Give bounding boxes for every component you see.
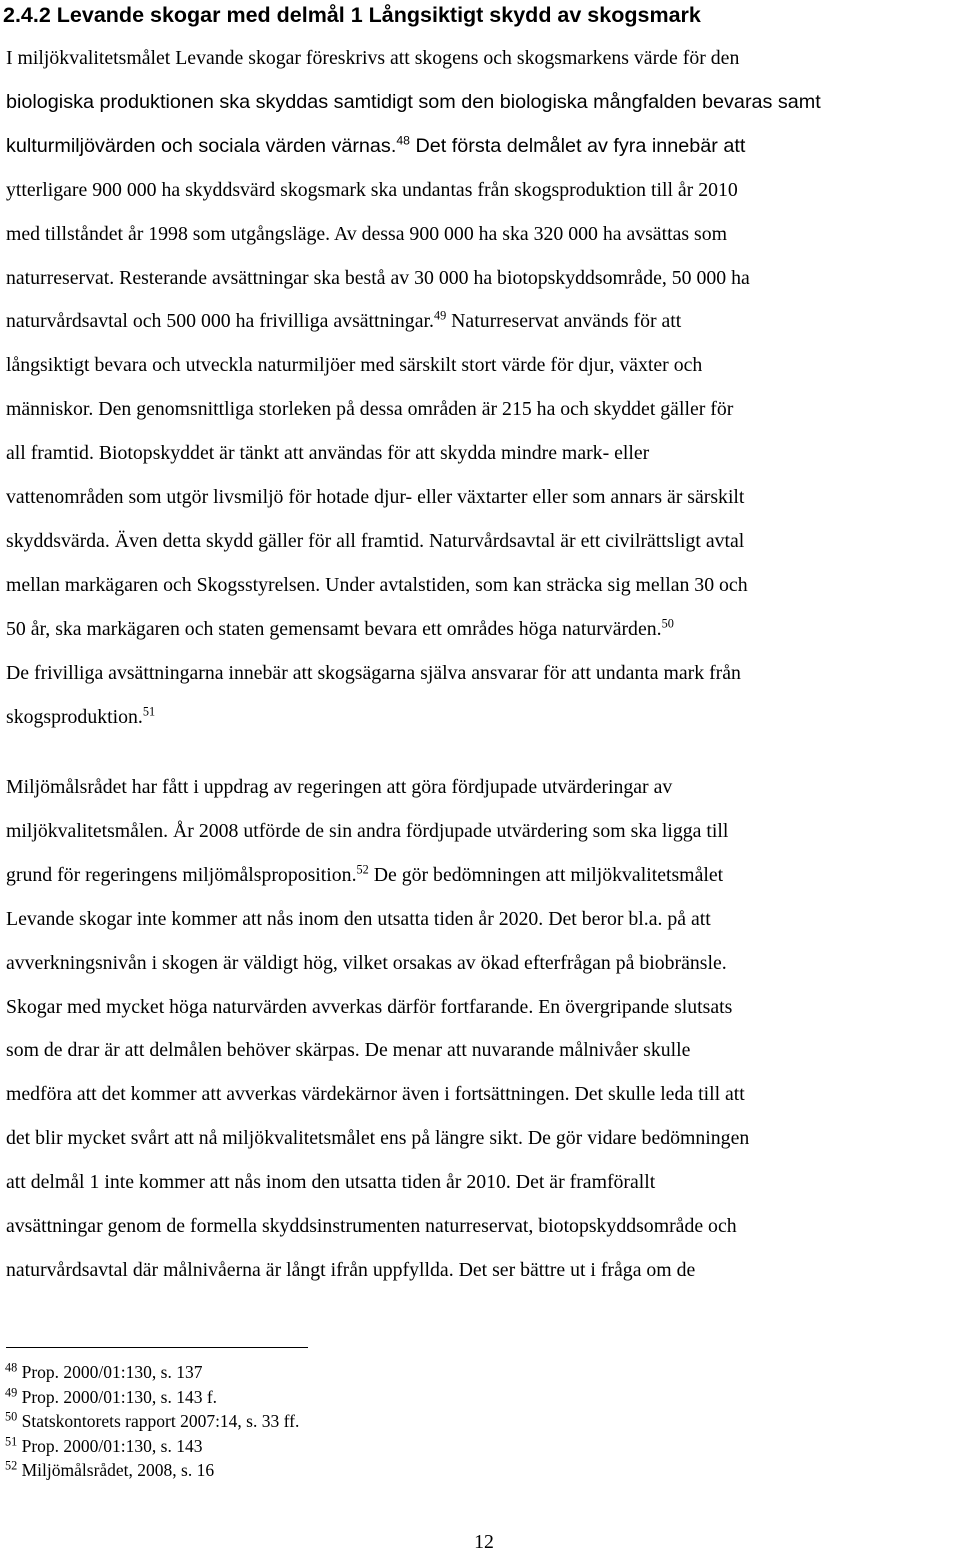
footnote-ref-51[interactable]: 51 (142, 703, 156, 718)
footnote-separator (6, 1347, 308, 1348)
text-line: vattenområden som utgör livsmiljö för hotade djur- eller växtarter eller som annars är särskilt (6, 486, 745, 509)
text-line: naturvårdsavtal där målnivåerna är långt ifrån uppfyllda. Det ser bättre ut i fråga om de (6, 1258, 696, 1281)
text-line: naturreservat. Resterande avsättningar ska bestå av 30 000 ha biotopskyddsområde, 50 000 ha (6, 266, 750, 289)
text-line: avsättningar genom de formella skyddsinstrumenten naturreservat, biotopskyddsområde och (6, 1215, 737, 1238)
text-line: naturvårdsavtal och 500 000 ha frivilliga avsättningar.$^{49}$ Naturreservat används för att (6, 308, 682, 333)
text-line: medföra att det kommer att avverkas värdekärnor även i fortsättningen. Det skulle leda till att (6, 1083, 745, 1106)
section-heading: 2.4.2 Levande skogar med delmål 1 Långsiktigt skydd av skogsmark (3, 3, 701, 27)
text-line: skogsproduktion.$^{51}$ (6, 703, 156, 728)
text-line: biologiska produktionen ska skyddas samtidigt som den biologiska mångfalden bevaras samt (6, 90, 821, 113)
footnote-ref-49[interactable]: 49 (433, 308, 447, 323)
text-line: Levande skogar inte kommer att nås inom den utsatta tiden år 2020. Det beror bl.a. på att (6, 907, 711, 930)
footnote-49: $^{49}$ Prop. 2000/01:130, s. 143 f. (5, 1384, 218, 1407)
text-line: långsiktigt bevara och utveckla naturmiljöer med särskilt stort värde för djur, växter och (6, 354, 703, 377)
footnote-48: $^{48}$ Prop. 2000/01:130, s. 137 (5, 1360, 203, 1382)
text-line: människor. Den genomsnittliga storleken på dessa områden är 215 ha och skyddet gäller för (6, 398, 734, 421)
text-line: avverkningsnivån i skogen är väldigt hög, vilket orsakas av ökad efterfrågan på biobränsle. (6, 951, 727, 974)
text-line: Miljömålsrådet har fått i uppdrag av regeringen att göra fördjupade utvärderingar av (6, 776, 673, 798)
text-line: skyddsvärda. Även detta skydd gäller för all framtid. Naturvårdsavtal är ett civilrättsligt avtal (6, 529, 745, 552)
page-number: 12 (474, 1531, 494, 1553)
paragraph-delmal-1 (6, 37, 958, 740)
text-line: all framtid. Biotopskyddet är tänkt att användas för att skydda mindre mark- eller (6, 442, 650, 465)
footnote-ref-48[interactable]: 48 (396, 133, 410, 148)
text-line: I miljökvalitetsmålet Levande skogar föreskrivs att skogens och skogsmarkens värde för den (6, 47, 740, 69)
text-line: mellan markägaren och Skogsstyrelsen. Under avtalstiden, som kan sträcka sig mellan 30 och (6, 573, 748, 596)
text-line: som de drar är att delmålen behöver skärpas. De menar att nuvarande målnivåer skulle (6, 1039, 691, 1062)
footnote-ref-52[interactable]: 52 (356, 862, 369, 877)
footnote-list (5, 1360, 605, 1483)
paragraph-miljomalsradet (6, 766, 958, 1293)
text-line: kulturmiljövärden och sociala värden värnas.$^{48}$ Det första delmålet av fyra innebär att (6, 133, 746, 157)
text-line: miljökvalitetsmålen. År 2008 utförde de sin andra fördjupade utvärdering som ska ligga till (6, 819, 729, 842)
text-line: ytterligare 900 000 ha skyddsvärd skogsmark ska undantas från skogsproduktion till år 2010 (6, 178, 738, 201)
text-line: med tillståndet år 1998 som utgångsläge. Av dessa 900 000 ha ska 320 000 ha avsättas som (6, 222, 727, 245)
text-line: Skogar med mycket höga naturvärden avverkas därför fortfarande. En övergripande slutsats (6, 995, 733, 1018)
footnote-51: $^{51}$ Prop. 2000/01:130, s. 143 (5, 1433, 203, 1456)
footnote-52: $^{52}$ Miljömålsrådet, 2008, s. 16 (5, 1458, 215, 1480)
text-line: grund för regeringens miljömålsproposition.$^{52}$ De gör bedömningen att miljökvalitetsmålet (6, 862, 724, 886)
text-line: 50 år, ska markägaren och staten gemensamt bevara ett områdes höga naturvärden.$^{50}$ (6, 616, 674, 640)
text-line: att delmål 1 inte kommer att nås inom den utsatta tiden år 2010. Det är framförallt (6, 1171, 656, 1194)
footnote-ref-50[interactable]: 50 (661, 616, 674, 631)
footnote-50: $^{50}$ Statskontorets rapport 2007:14, s. 33 ff. (5, 1409, 300, 1431)
text-line: det blir mycket svårt att nå miljökvalitetsmålet ens på längre sikt. De gör vidare bedömningen (6, 1127, 750, 1150)
text-line: De frivilliga avsättningarna innebär att skogsägarna själva ansvarar för att undanta mark från (6, 661, 741, 684)
